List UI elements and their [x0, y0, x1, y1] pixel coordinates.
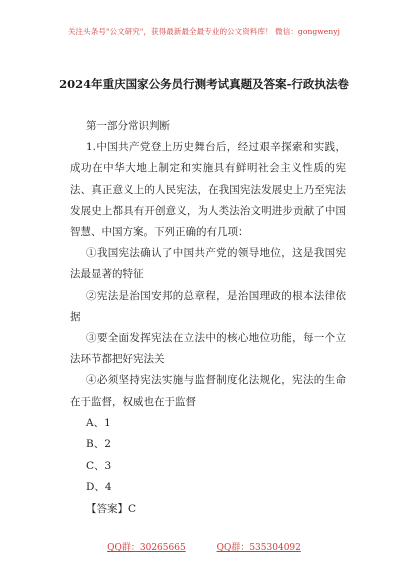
document-body [70, 116, 346, 520]
qq-group-1: QQ群：30265665 [107, 543, 186, 553]
statement-1: ①我国宪法确认了中国共产党的领导地位，这是我国宪法最显著的特征 [70, 247, 346, 281]
footer-contact [0, 540, 408, 553]
qq-group-2: QQ群：535304092 [216, 543, 301, 553]
option-c: C、3 [86, 459, 112, 472]
option-d: D、4 [86, 481, 112, 494]
statement-3: ③要全面发挥宪法在立法中的核心地位功能，每一个立法环节都把好宪法关 [70, 332, 346, 366]
option-b: B、2 [86, 438, 111, 451]
statement-4: ④必须坚持宪法实施与监督制度化法规化，宪法的生命在于监督，权威也在于监督 [70, 374, 346, 408]
statement-2: ②宪法是治国安邦的总章程，是治国理政的根本法律依据 [70, 289, 346, 323]
answer-line: 【答案】C [86, 502, 137, 515]
option-a: A、1 [86, 416, 111, 429]
document-title: 2024年重庆国家公务员行测考试真题及答案-行政执法卷 [59, 77, 349, 91]
header-banner: 关注头条号"公文研究"，获得最新最全最专业的公文资料库！ 微信：gongwenyj [67, 27, 341, 36]
section-heading: 第一部分常识判断 [86, 120, 170, 132]
question-stem: 1.中国共产党登上历史舞台后，经过艰辛探索和实践，成功在中华大地上制定和实施具有鲜明社会主义性质的宪法、真正意义上的人民宪法，在我国宪法发展史上乃至宪法发展史上都具有开创意义，为人类法治文明进步贡献了中国智慧、中国方案。下列正确的有几项： [70, 141, 346, 239]
